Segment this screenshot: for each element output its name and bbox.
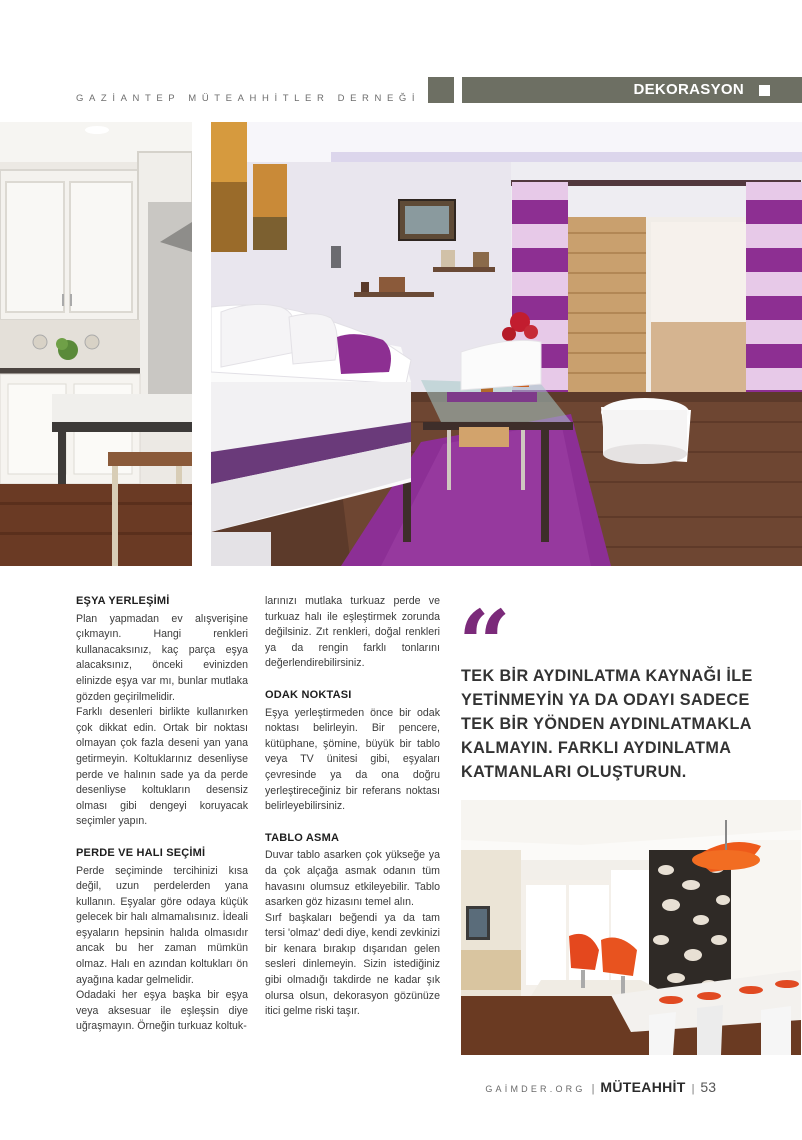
section-heading-tablo-asma: TABLO ASMA [265, 831, 340, 844]
paragraph: Eşya yerleştirmeden önce bir odak noktası belirleyin. Bir pencere, kütüphane, şömine, büyük bir tablo veya TV ünitesi gibi, eşyaları çevresinde ya da ona doğru yerleştireceğiniz bir referans noktası belirleyebilirsiniz. [265, 706, 440, 813]
section-heading-odak-noktasi: ODAK NOKTASI [265, 688, 352, 701]
paragraph: Odadaki her eşya başka bir eşya veya aksesuar ile eşleşsin diye uğraşmayın. Örneğin turkuaz koltuk- [76, 989, 248, 1033]
page-footer [485, 1079, 716, 1095]
page-number: 53 [700, 1079, 716, 1095]
section-heading-esya-yerlesimi: EŞYA YERLEŞİMİ [76, 595, 170, 607]
orange-dining-room-photo [461, 800, 801, 1055]
section-header-band [462, 77, 802, 103]
paragraph: Sırf başkaları beğendi ya da tam tersi 'olmaz' dedi diye, kendi zevkinizi bir kenara bırakıp dışarıdan gelen sesleri dinlemeyin. Sizin istediğiniz gibi olmadığı takdirde ne kadar şık olursa olsun, dekorasyon gözünüze itici gelme riski taşır. [265, 911, 440, 1018]
purple-living-room-photo [211, 122, 802, 566]
section-heading-perde-ve-hali-secimi: PERDE VE HALI SEÇİMİ [76, 846, 206, 859]
footer-separator: | [691, 1083, 695, 1095]
paragraph: larınızı mutlaka turkuaz perde ve turkuaz halı ile eşleştirmek zorunda değilsiniz. Zıt renkleri, doğal renkleri ya da rengin farklı tonlarını değerlendirebilirsiniz. [265, 595, 440, 670]
section-title: DEKORASYON [633, 81, 744, 98]
paragraph: Duvar tablo asarken çok yükseğe ya da çok alçağa asmak odanın tüm havasını olumsuz etkileyebilir. Tablo asarken göz hizasını temel alın. [265, 849, 440, 909]
header-square-decoration [428, 77, 454, 103]
kitchen-photo [0, 122, 192, 566]
paragraph: Perde seçiminde tercihinizi kısa değil, uzun perdelerden yana kullanın. Eşyalar göre odaya küçük gelecek bir halı almamalısınız. İdeali eşyaların hepsinin halıda olmasıdır ancak bu her zaman mümkün olmaz. Halı en azından koltukları ön ayağına kadar gelmelidir. [76, 864, 248, 986]
pull-quote: TEK BİR AYDINLATMA KAYNAĞI İLE YETİNMEYİN YA DA ODAYI SADECE TEK BİR YÖNDEN AYDINLATMAKLA KALMAYIN. FARKLI AYDINLATMA KATMANLARI OLUŞTURUN. [461, 667, 753, 781]
square-icon [759, 85, 770, 96]
article-column-2 [265, 594, 440, 1020]
footer-brand: MÜTEAHHİT [600, 1079, 686, 1095]
article-column-1 [76, 594, 248, 1035]
quote-mark-icon: “ [458, 590, 511, 698]
footer-separator: | [591, 1083, 595, 1095]
organization-name: GAZİANTEP MÜTEAHHİTLER DERNEĞİ [76, 93, 421, 104]
footer-website: GAİMDER.ORG [485, 1084, 586, 1094]
paragraph: Farklı desenleri birlikte kullanırken çok dikkat edin. Ortak bir noktası olmayan çok fazla deseni yan yana getirmeyin. Koltuklarınız desenliyse perde ve halının sade ya da perde desenliyse koltukların desensiz olması gibi dengeyi koruyacak seçimler yapın. [76, 706, 248, 828]
paragraph: Plan yapmadan ev alışverişine çıkmayın. Hangi renkleri kullanacaksınız, kaç parça eşya alacaksınız, önceki evinizden elinizde eşya var mı, bunlar mutlaka gözden geçirilmelidir. [76, 612, 248, 703]
